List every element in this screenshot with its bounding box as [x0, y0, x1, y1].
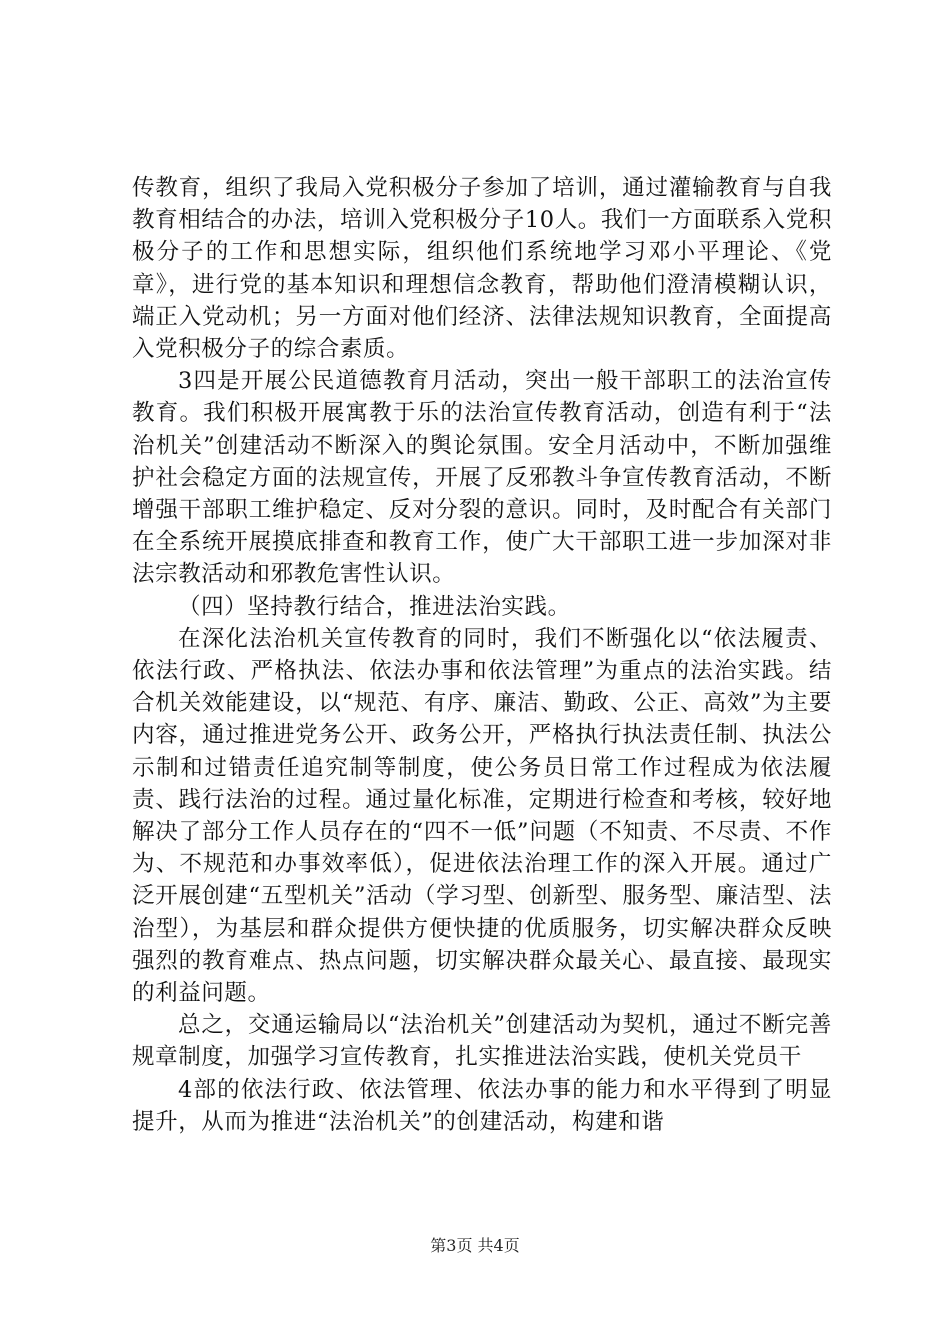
section-heading: （四）坚持教行结合，推进法治实践。 — [178, 593, 571, 620]
paragraph-item-4: 4部的依法行政、依法管理、依法办事的能力和水平得到了明显提升，从而为推进“法治机关”的创建活动，构建和谐 — [132, 1076, 832, 1135]
document-body — [132, 172, 832, 1138]
paragraph-continuation: 传教育，组织了我局入党积极分子参加了培训，通过灌输教育与自我教育相结合的办法，培训入党积极分子10人。我们一方面联系入党积极分子的工作和思想实际，组织他们系统地学习邓小平理论、《党章》，进行党的基本知识和理想信念教育，帮助他们澄清模糊认识，端正入党动机；另一方面对他们经济、法律法规知识教育，全面提高入党积极分子的综合素质。 — [132, 175, 832, 363]
paragraph-summary: 总之，交通运输局以“法治机关”创建活动为契机，通过不断完善规章制度，加强学习宣传教育，扎实推进法治实践，使机关党员干 — [132, 1012, 832, 1071]
paragraph-item-3: 3四是开展公民道德教育月活动，突出一般干部职工的法治宣传教育。我们积极开展寓教于乐的法治宣传教育活动，创造有利于“法治机关”创建活动不断深入的舆论氛围。安全月活动中，不断加强维护社会稳定方面的法规宣传，开展了反邪教斗争宣传教育活动，不断增强干部职工维护稳定、反对分裂的意识。同时，及时配合有关部门在全系统开展摸底排查和教育工作，使广大干部职工进一步加深对非法宗教活动和邪教危害性认识。 — [132, 368, 832, 588]
paragraph-practice: 在深化法治机关宣传教育的同时，我们不断强化以“依法履责、依法行政、严格执法、依法办事和依法管理”为重点的法治实践。结合机关效能建设，以“规范、有序、廉洁、勤政、公正、高效”为主要内容，通过推进党务公开、政务公开，严格执行执法责任制、执法公示制和过错责任追究制等制度，使公务员日常工作过程成为依法履责、践行法治的过程。通过量化标准，定期进行检查和考核，较好地解决了部分工作人员存在的“四不一低”问题（不知责、不尽责、不作为、不规范和办事效率低），促进依法治理工作的深入开展。通过广泛开展创建“五型机关”活动（学习型、创新型、服务型、廉洁型、法治型），为基层和群众提供方便快捷的优质服务，切实解决群众反映强烈的教育难点、热点问题，切实解决群众最关心、最直接、最现实的利益问题。 — [132, 625, 832, 1007]
page-footer: 第3页 共4页 — [430, 1236, 520, 1255]
